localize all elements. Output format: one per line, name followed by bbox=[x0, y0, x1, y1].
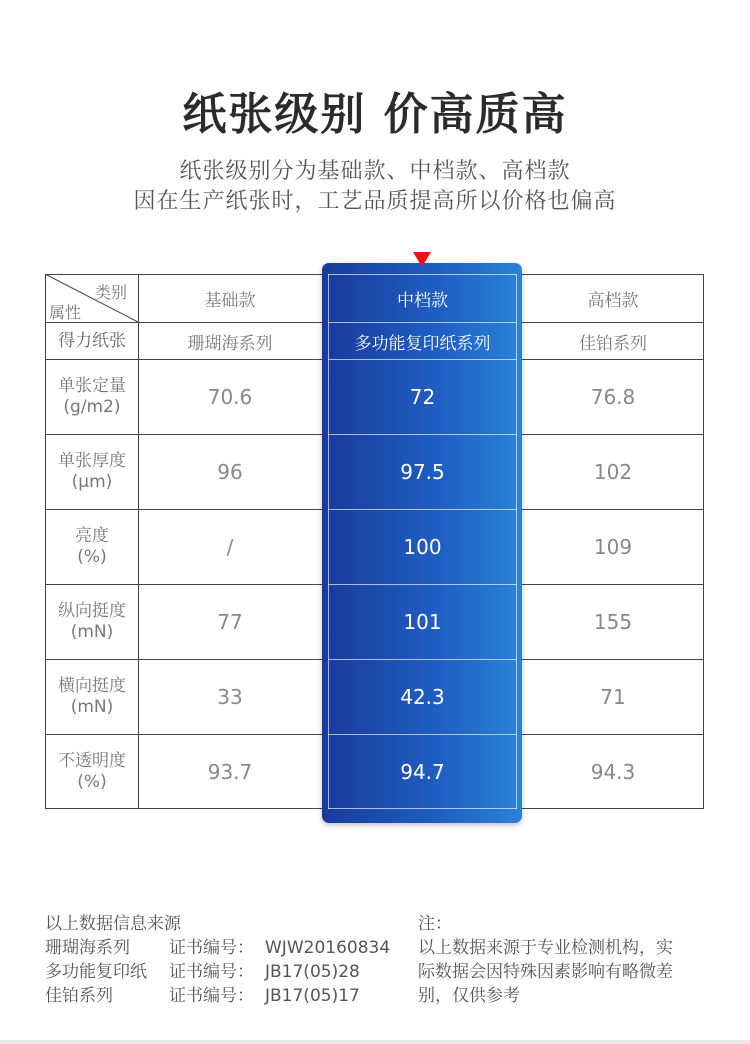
value-basic-weight: 70.6 bbox=[207, 385, 253, 409]
page-title: 纸张级别 价高质高 bbox=[182, 89, 568, 140]
value-premium-opacity: 94.3 bbox=[590, 759, 636, 784]
row-label-brand: 得力纸张 bbox=[58, 330, 126, 351]
certificate-row: 佳铂系列 证书编号： JB17(05)17 bbox=[45, 986, 360, 1006]
source-title: 以上数据信息来源 bbox=[45, 914, 181, 934]
note-title: 注： bbox=[418, 914, 452, 934]
note-line: 别，仅供参考 bbox=[418, 986, 520, 1006]
value-basic-opacity: 93.7 bbox=[207, 759, 253, 784]
value-basic-thickness: 96 bbox=[217, 460, 243, 484]
row-label-opacity: 不透明度 (%) bbox=[58, 750, 126, 792]
red-triangle-marker-icon bbox=[413, 252, 431, 267]
value-premium-md-stiffness: 155 bbox=[593, 610, 633, 634]
certificate-row: 多功能复印纸 证书编号： JB17(05)28 bbox=[45, 962, 360, 982]
value-basic-cd-stiffness: 33 bbox=[217, 685, 243, 709]
row-label-md-stiffness: 纵向挺度 (mN) bbox=[58, 601, 126, 642]
subtitle-line-2: 因在生产纸张时，工艺品质提高所以价格也偏高 bbox=[133, 189, 617, 214]
column-header-premium: 高档款 bbox=[587, 291, 639, 311]
bottom-divider bbox=[0, 1040, 750, 1044]
certificate-row: 珊瑚海系列 证书编号： WJW20160834 bbox=[45, 938, 391, 958]
column-header-mid: 中档款 bbox=[397, 291, 448, 311]
subtitle-line-1: 纸张级别分为基础款、中档款、高档款 bbox=[179, 159, 571, 184]
row-label-cd-stiffness: 横向挺度 (mN) bbox=[58, 676, 126, 717]
value-mid-opacity: 94.7 bbox=[400, 759, 445, 784]
value-premium-weight: 76.8 bbox=[590, 385, 636, 409]
value-mid-weight: 72 bbox=[409, 385, 436, 409]
value-basic-brightness: / bbox=[226, 535, 234, 559]
row-label-thickness: 单张厚度 (μm) bbox=[58, 451, 126, 492]
row-label-brightness: 亮度 (%) bbox=[75, 526, 109, 567]
corner-label-attribute: 属性 bbox=[49, 303, 82, 322]
corner-label-category: 类别 bbox=[95, 283, 128, 302]
source-info bbox=[45, 912, 415, 1008]
row-label-weight: 单张定量 (g/m2) bbox=[58, 376, 126, 417]
value-basic-md-stiffness: 77 bbox=[217, 610, 243, 634]
column-header-basic: 基础款 bbox=[204, 291, 256, 311]
value-premium-cd-stiffness: 71 bbox=[600, 685, 626, 709]
note-block bbox=[418, 912, 708, 1008]
series-basic: 珊瑚海系列 bbox=[187, 333, 273, 354]
series-mid: 多功能复印纸系列 bbox=[354, 333, 491, 354]
series-premium: 佳铂系列 bbox=[579, 333, 647, 354]
value-premium-brightness: 109 bbox=[593, 535, 633, 559]
value-mid-md-stiffness: 101 bbox=[403, 610, 442, 634]
note-line: 以上数据来源于专业检测机构，实 bbox=[418, 938, 673, 958]
value-premium-thickness: 102 bbox=[593, 460, 633, 484]
value-mid-thickness: 97.5 bbox=[400, 460, 445, 484]
highlight-column-grid bbox=[328, 274, 517, 809]
note-line: 际数据会因特殊因素影响有略微差 bbox=[418, 962, 673, 982]
value-mid-cd-stiffness: 42.3 bbox=[400, 685, 445, 709]
value-mid-brightness: 100 bbox=[403, 535, 442, 559]
